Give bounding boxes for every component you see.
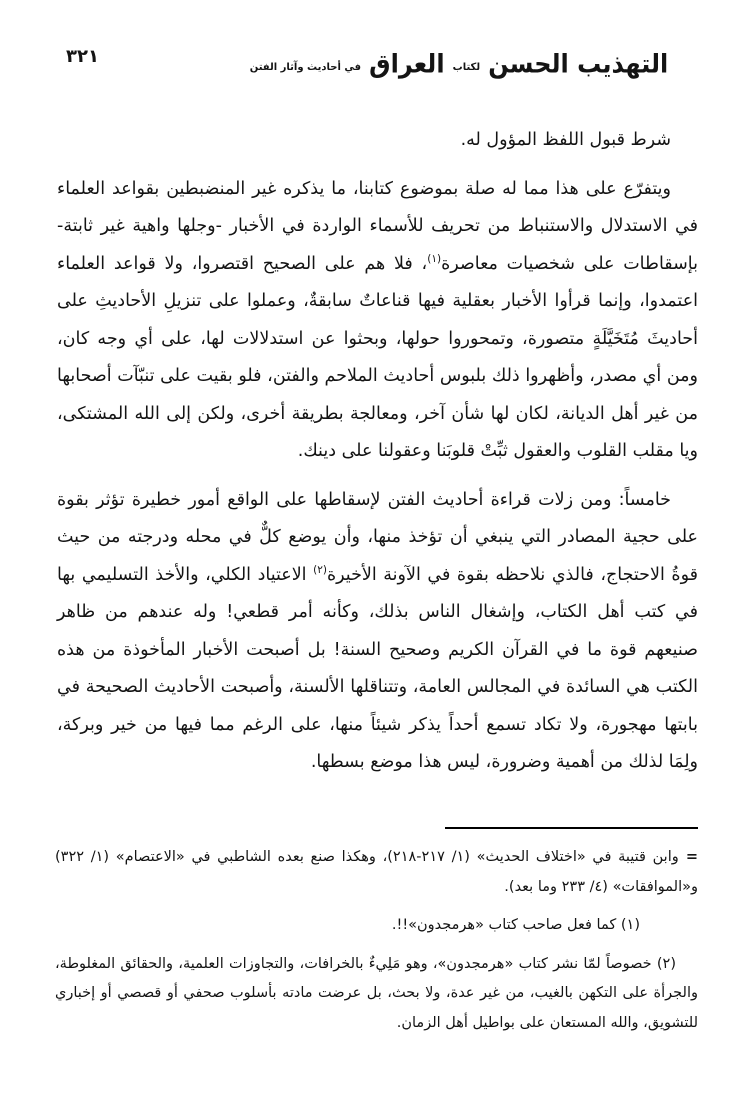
book-title-calligraphy-part1: التهذيب الحسن xyxy=(488,48,669,80)
book-title-suffix: في أحاديث وآثار الفتن xyxy=(249,61,362,73)
running-head xyxy=(220,36,695,96)
paragraph: خامساً: ومن زلات قراءة أحاديث الفتن لإسقاطها على الواقع أمور خطيرة تؤثر بقوة على حجية المصادر التي ينبغي أن تؤخذ منها، وأن يوضع كلٌّ في محله ودرجته من حيث قوةُ الاحتجاج، فالذي نلاحظه بقوة في الآونة الأخيرة$^{(٢)}$ الاعتياد الكلي، والأخذ التسليمي بها في كتب أهل الكتاب، وإشغال الناس بذلك، وكأنه أمر قطعي! وله عندهم من ظاهر صنيعهم قوة ما في القرآن الكريم وصحيح السنة! بل أصبحت الأخبار المأخوذة من هذه الكتب هي السائدة في المجالس العامة، وتتناقلها الألسنة، وأصبحت الأحاديث الصحيحة في بابتها مهجورة، ولا تكاد تسمع أحداً يذكر شيئاً منها، على الرغم مما فيها من خير وبركة، ولِمَا لذلك من أهمية وضرورة، ليس هذا موضع بسطها. xyxy=(57,489,698,772)
footnote: = وابن قتيبة في «اختلاف الحديث» (١/ ٢١٧-٢١٨)، وهكذا صنع بعده الشاطبي في «الاعتصام» (١/ ٣٢٢) و«الموافقات» (٤/ ٢٣٣ وما بعد). xyxy=(55,849,698,895)
paragraph: ويتفرّع على هذا مما له صلة بموضوع كتابنا، ما يذكره غير المنضبطين بقواعد العلماء في الاستدلال والاستنباط من تحريف للأسماء الواردة في الأخبار -وجلها واهية غير ثابتة- بإسقاطات على شخصيات معاصرة$^{(١)}$، فلا هم على الصحيح اقتصروا، ولا قواعد العلماء اعتمدوا، وإنما قرأوا الأخبار بعقلية فيها قناعاتٌ سابقةٌ، وعملوا على تنزيلِ الأحاديثِ على أحاديثَ مُتَخَيَّلَةٍ متصورة، وتمحوروا حولها، وبحثوا عن استدلالات لها، على أي وجه كان، ومن أي مصدر، وأظهروا ذلك بلبوس أحاديث الملاحم والفتن، فلو بقيت على تنبّآت أصحابها من غير أهل الديانة، لكان لها شأن آخر، ومعالجة بطريقة أخرى، ولكن إلى الله المشتكى، ويا مقلب القلوب والعقول ثبِّتْ قلوبَنا وعقولنا على دينك. xyxy=(57,178,698,461)
footnote-marker: (٢) xyxy=(313,563,327,576)
footnote: (١) كما فعل صاحب كتاب «هرمجدون»!!. xyxy=(391,917,640,933)
footnotes-list xyxy=(55,843,698,1047)
footnote-marker: (١) xyxy=(427,252,442,265)
body-paragraphs xyxy=(57,122,698,793)
continuation-marker: = xyxy=(678,849,698,865)
book-title-calligraphy-part2: العراق xyxy=(369,48,445,80)
book-title-connector: لكتاب xyxy=(452,61,481,73)
paragraph: شرط قبول اللفظ المؤول له. xyxy=(460,130,671,150)
footnote: (٢) خصوصاً لمّا نشر كتاب «هرمجدون»، وهو مَلِيءٌ بالخرافات، والتجاوزات العلمية، والحقائق المغلوطة، والجرأة على التكهن بالغيب، من غير عدة، ولا بحث، بل عرضت مادته بأسلوب صحفي أو قصصي أو إخباري للتشويق، والله المستعان على بواطيل أهل الزمان. xyxy=(55,955,698,1031)
footnote-separator-rule xyxy=(445,827,698,829)
page-number: ٣٢١ xyxy=(66,46,99,67)
